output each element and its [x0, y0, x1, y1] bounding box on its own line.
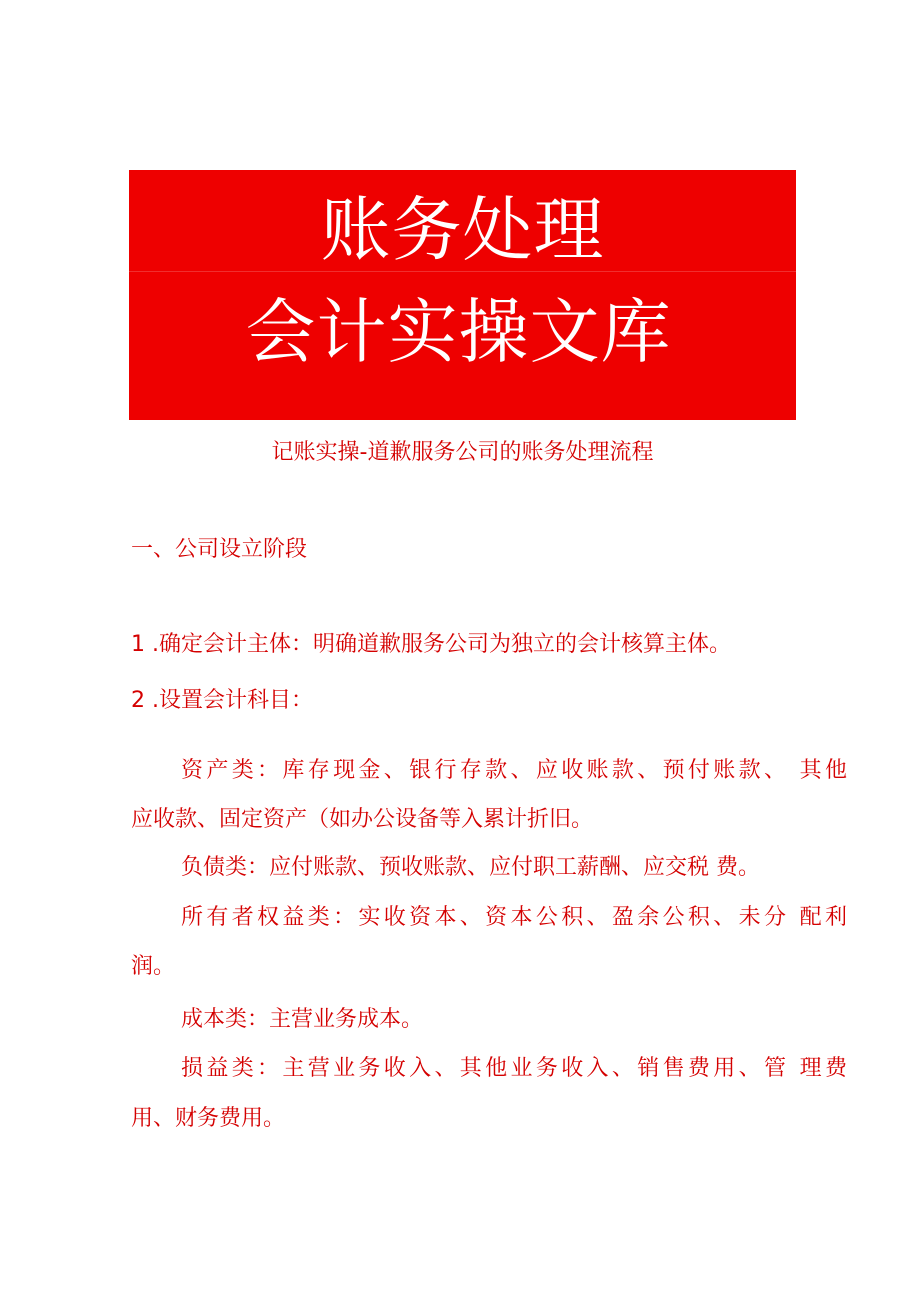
asset-accounts-line2: 应收款、固定资产（如办公设备等入累计折旧。	[131, 807, 594, 832]
list-item-1: 1 .确定会计主体：明确道歉服务公司为独立的会计核算主体。	[131, 632, 731, 657]
section-heading: 一、公司设立阶段	[131, 537, 308, 562]
profit-loss-accounts-line2: 用、财务费用。	[131, 1106, 286, 1131]
equity-accounts-line2: 润。	[131, 954, 176, 979]
profit-loss-accounts-line1: 损益类：主营业务收入、其他业务收入、销售费用、管 理费	[181, 1056, 847, 1081]
banner-title-line2: 会计实操文库	[245, 291, 672, 373]
banner-divider	[129, 271, 796, 272]
cost-accounts: 成本类：主营业务成本。	[181, 1007, 424, 1032]
liability-accounts: 负债类：应付账款、预收账款、应付职工薪酬、应交税 费。	[181, 855, 760, 880]
title-banner	[129, 170, 796, 420]
list-item-2: 2 .设置会计科目：	[131, 688, 313, 713]
document-subtitle: 记账实操-道歉服务公司的账务处理流程	[271, 440, 654, 465]
equity-accounts-line1: 所有者权益类：实收资本、资本公积、盈余公积、未分 配利	[181, 905, 847, 930]
asset-accounts-line1: 资产类：库存现金、银行存款、应收账款、预付账款、 其他	[181, 758, 847, 783]
banner-title-line1: 账务处理	[320, 189, 605, 271]
